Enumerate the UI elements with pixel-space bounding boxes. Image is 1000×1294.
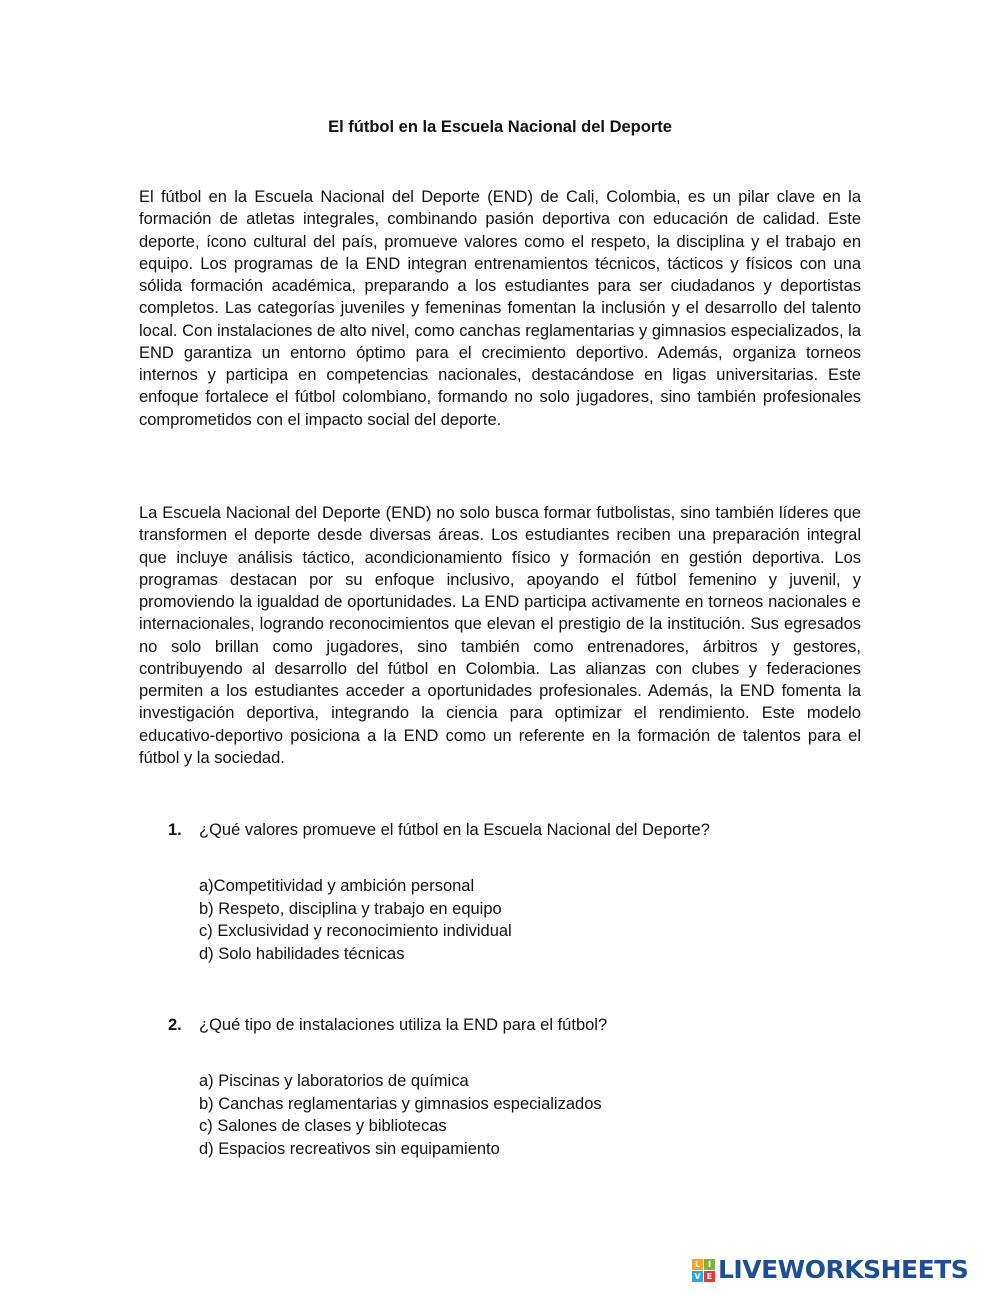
paragraph-intro: El fútbol en la Escuela Nacional del Deporte (END) de Cali, Colombia, es un pilar clave en la formación de atletas integrales, combinando pasión deportiva con educación de calidad. Este deporte, ícono cultural del país, promueve valores como el respeto, la disciplina y el trabajo en equipo. Los programas de la END integran entrenamientos técnicos, tácticos y físicos con una sólida formación académica, preparando a los estudiantes para ser ciudadanos y deportistas completos. Las categorías juveniles y femeninas fomentan la inclusión y el desarrollo del talento local. Con instalaciones de alto nivel, como canchas reglamentarias y gimnasios especializados, la END garantiza un entorno óptimo para el crecimiento deportivo. Además, organiza torneos internos y participa en competencias nacionales, destacándose en ligas universitarias. Este enfoque fortalece el fútbol colombiano, formando no solo jugadores, sino también profesionales comprometidos con el impacto social del deporte. (139, 188, 861, 429)
question-2 (168, 1014, 607, 1036)
question-text: ¿Qué tipo de instalaciones utiliza la END para el fútbol? (199, 1016, 608, 1034)
question-number: 1. (168, 821, 182, 839)
question-2-options (199, 1070, 602, 1160)
answer-option: d) Espacios recreativos sin equipamiento (199, 1139, 500, 1158)
logo-letter-e: E (704, 1271, 715, 1282)
answer-option: b) Respeto, disciplina y trabajo en equipo (199, 899, 502, 918)
logo-letter-i: I (704, 1259, 715, 1270)
logo-letter-v: V (692, 1271, 703, 1282)
question-1-options (199, 875, 512, 965)
question-1 (168, 819, 710, 841)
answer-option: c) Salones de clases y bibliotecas (199, 1117, 447, 1135)
question-text: ¿Qué valores promueve el fútbol en la Escuela Nacional del Deporte? (199, 821, 710, 839)
answer-option: b) Canchas reglamentarias y gimnasios especializados (199, 1094, 602, 1113)
answer-option: c) Exclusividad y reconocimiento individual (199, 922, 512, 940)
answer-option: a)Competitividad y ambición personal (199, 877, 475, 895)
paragraph-second: La Escuela Nacional del Deporte (END) no solo busca formar futbolistas, sino también líderes que transformen el deporte desde diversas áreas. Los estudiantes reciben una preparación integral que incluye análisis táctico, acondicionamiento físico y formación en gestión deportiva. Los programas destacan por su enfoque inclusivo, apoyando el fútbol femenino y juvenil, y promoviendo la igualdad de oportunidades. La END participa activamente en torneos nacionales e internacionales, logrando reconocimientos que elevan el prestigio de la institución. Sus egresados no solo brillan como jugadores, sino también como entrenadores, árbitros y gestores, contribuyendo al desarrollo del fútbol en Colombia. Las alianzas con clubes y federaciones permiten a los estudiantes acceder a oportunidades profesionales. Además, la END fomenta la investigación deportiva, integrando la ciencia para optimizar el rendimiento. Este modelo educativo-deportivo posiciona a la END como un referente en la formación de talentos para el fútbol y la sociedad. (139, 504, 861, 767)
question-number: 2. (168, 1016, 182, 1034)
answer-option: a) Piscinas y laboratorios de química (199, 1072, 469, 1090)
liveworksheets-logo (692, 1256, 968, 1284)
document-title: El fútbol en la Escuela Nacional del Deporte (328, 118, 672, 136)
logo-wordmark: LIVEWORKSHEETS (718, 1255, 969, 1284)
answer-option: d) Solo habilidades técnicas (199, 944, 405, 963)
logo-mark-icon (692, 1259, 715, 1282)
logo-letter-l: L (692, 1259, 703, 1270)
